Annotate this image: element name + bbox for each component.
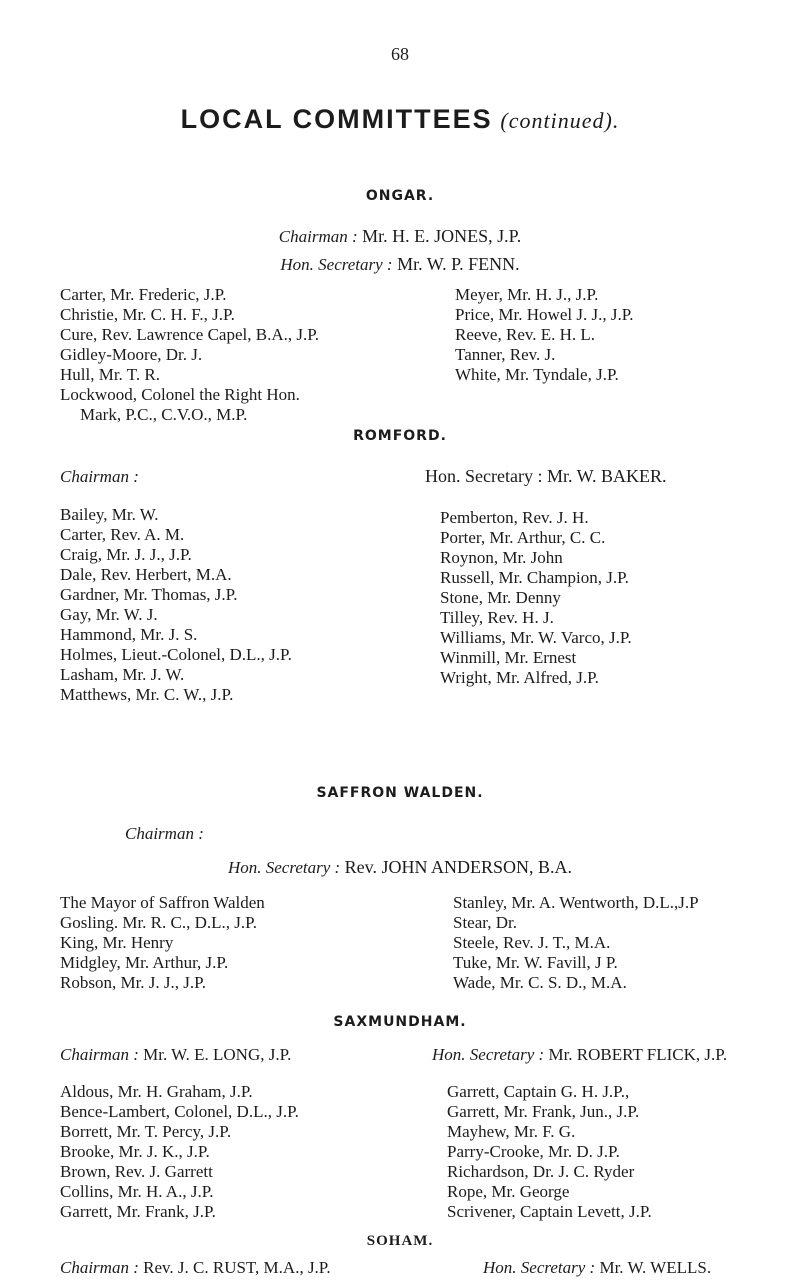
member-entry: Christie, Mr. C. H. F., J.P. — [60, 305, 235, 324]
member-entry: Roynon, Mr. John — [440, 548, 563, 567]
ongar-secretary-line — [0, 254, 800, 275]
page-number: 68 — [391, 44, 409, 64]
member-entry: Midgley, Mr. Arthur, J.P. — [60, 953, 229, 972]
saxmundham-secretary-label: Hon. Secretary : — [432, 1045, 545, 1064]
member-entry: Garrett, Captain G. H. J.P., — [447, 1082, 630, 1101]
member-entry: Borrett, Mr. T. Percy, J.P. — [60, 1122, 232, 1141]
section-heading-romford: ROMFORD. — [353, 428, 447, 444]
member-entry: Winmill, Mr. Ernest — [440, 648, 577, 667]
saffron-secretary-name: Rev. JOHN ANDERSON, B.A. — [344, 857, 573, 877]
saxmundham-chairman-label: Chairman : — [60, 1045, 139, 1064]
title-main: LOCAL COMMITTEES — [180, 104, 493, 134]
member-entry: Gay, Mr. W. J. — [60, 605, 158, 624]
member-entry: Lockwood, Colonel the Right Hon. — [60, 385, 300, 404]
ongar-secretary-name: Mr. W. P. FENN. — [397, 254, 520, 274]
member-entry: Steele, Rev. J. T., M.A. — [453, 933, 611, 952]
member-entry: Bence-Lambert, Colonel, D.L., J.P. — [60, 1102, 299, 1121]
title-suffix: (continued). — [500, 108, 620, 133]
member-entry: Tilley, Rev. H. J. — [440, 608, 554, 627]
saffron-members-left — [60, 893, 265, 993]
member-entry: Porter, Mr. Arthur, C. C. — [440, 528, 606, 547]
saxmundham-chairman-name: Mr. W. E. LONG, J.P. — [143, 1045, 292, 1064]
member-entry: Collins, Mr. H. A., J.P. — [60, 1182, 214, 1201]
member-entry: Carter, Rev. A. M. — [60, 525, 185, 544]
member-entry: Garrett, Mr. Frank, J.P. — [60, 1202, 216, 1221]
saffron-secretary-label: Hon. Secretary : — [227, 858, 341, 877]
member-entry: Stear, Dr. — [453, 913, 517, 932]
member-entry: Richardson, Dr. J. C. Ryder — [447, 1162, 635, 1181]
saffron-members-right — [453, 893, 699, 993]
soham-chairman-line — [60, 1258, 331, 1278]
section-heading-saffron-walden: SAFFRON WALDEN. — [316, 785, 484, 801]
romford-chairman-line — [60, 466, 139, 487]
member-entry: Brown, Rev. J. Garrett — [60, 1162, 213, 1181]
member-entry: King, Mr. Henry — [60, 933, 174, 952]
member-entry: Brooke, Mr. J. K., J.P. — [60, 1142, 210, 1161]
member-entry: Reeve, Rev. E. H. L. — [455, 325, 596, 344]
member-entry: Parry-Crooke, Mr. D. J.P. — [447, 1142, 620, 1161]
section-heading-saxmundham: SAXMUNDHAM. — [333, 1014, 467, 1030]
member-entry: Aldous, Mr. H. Graham, J.P. — [60, 1082, 253, 1101]
romford-secretary-line: Hon. Secretary : Mr. W. BAKER. — [425, 466, 667, 486]
member-entry: Craig, Mr. J. J., J.P. — [60, 545, 192, 564]
member-entry: Wade, Mr. C. S. D., M.A. — [453, 973, 627, 992]
member-entry: Holmes, Lieut.-Colonel, D.L., J.P. — [60, 645, 292, 664]
saxmundham-secretary-name: Mr. ROBERT FLICK, J.P. — [548, 1045, 728, 1064]
romford-members-left — [60, 505, 292, 705]
soham-chairman-name: Rev. J. C. RUST, M.A., J.P. — [143, 1258, 331, 1277]
member-entry: Gardner, Mr. Thomas, J.P. — [60, 585, 238, 604]
section-heading-soham: SOHAM. — [366, 1233, 434, 1249]
member-entry: Pemberton, Rev. J. H. — [440, 508, 589, 527]
member-entry: Cure, Rev. Lawrence Capel, B.A., J.P. — [60, 325, 320, 344]
section-heading-ongar: ONGAR. — [365, 188, 435, 204]
ongar-members-right — [455, 285, 634, 385]
member-entry: Gosling. Mr. R. C., D.L., J.P. — [60, 913, 257, 932]
member-entry: Lasham, Mr. J. W. — [60, 665, 185, 684]
ongar-chairman-name: Mr. H. E. JONES, J.P. — [362, 226, 522, 246]
saffron-secretary-line — [0, 857, 800, 878]
saffron-chairman-label: Chairman : — [125, 824, 204, 843]
member-entry: Scrivener, Captain Levett, J.P. — [447, 1202, 652, 1221]
member-entry: Russell, Mr. Champion, J.P. — [440, 568, 629, 587]
member-entry: Stone, Mr. Denny — [440, 588, 561, 607]
romford-members-right — [440, 508, 632, 688]
ongar-members-left — [60, 285, 319, 425]
soham-secretary-name: Mr. W. WELLS. — [599, 1258, 712, 1277]
member-entry: Williams, Mr. W. Varco, J.P. — [440, 628, 632, 647]
member-entry: Robson, Mr. J. J., J.P. — [60, 973, 206, 992]
member-entry: White, Mr. Tyndale, J.P. — [455, 365, 619, 384]
member-entry: Wright, Mr. Alfred, J.P. — [440, 668, 599, 687]
saxmundham-secretary-line — [432, 1045, 727, 1065]
saxmundham-members-left — [60, 1082, 299, 1222]
ongar-chairman-line — [0, 226, 800, 247]
soham-chairman-label: Chairman : — [60, 1258, 139, 1277]
member-entry: Tanner, Rev. J. — [455, 345, 556, 364]
member-entry: Carter, Mr. Frederic, J.P. — [60, 285, 227, 304]
ongar-secretary-label: Hon. Secretary : — [280, 255, 393, 274]
romford-chairman-label: Chairman : — [60, 467, 139, 486]
member-entry: Garrett, Mr. Frank, Jun., J.P. — [447, 1102, 640, 1121]
member-entry: Dale, Rev. Herbert, M.A. — [60, 565, 232, 584]
saffron-chairman-line — [125, 823, 204, 844]
saxmundham-chairman-line — [60, 1045, 291, 1065]
member-entry: Hull, Mr. T. R. — [60, 365, 160, 384]
page-title — [0, 104, 800, 135]
member-entry: Tuke, Mr. W. Favill, J P. — [453, 953, 618, 972]
soham-secretary-line — [483, 1258, 711, 1278]
member-entry: Bailey, Mr. W. — [60, 505, 159, 524]
saxmundham-members-right — [447, 1082, 652, 1222]
soham-secretary-label: Hon. Secretary : — [483, 1258, 596, 1277]
member-entry: Matthews, Mr. C. W., J.P. — [60, 685, 234, 704]
member-entry: Gidley-Moore, Dr. J. — [60, 345, 203, 364]
member-entry: Mark, P.C., C.V.O., M.P. — [80, 405, 248, 424]
member-entry: Price, Mr. Howel J. J., J.P. — [455, 305, 634, 324]
member-entry: The Mayor of Saffron Walden — [60, 893, 265, 912]
member-entry: Rope, Mr. George — [447, 1182, 570, 1201]
member-entry: Meyer, Mr. H. J., J.P. — [455, 285, 599, 304]
member-entry: Stanley, Mr. A. Wentworth, D.L.,J.P — [453, 893, 699, 912]
member-entry: Mayhew, Mr. F. G. — [447, 1122, 576, 1141]
member-entry: Hammond, Mr. J. S. — [60, 625, 198, 644]
ongar-chairman-label: Chairman : — [278, 227, 358, 246]
